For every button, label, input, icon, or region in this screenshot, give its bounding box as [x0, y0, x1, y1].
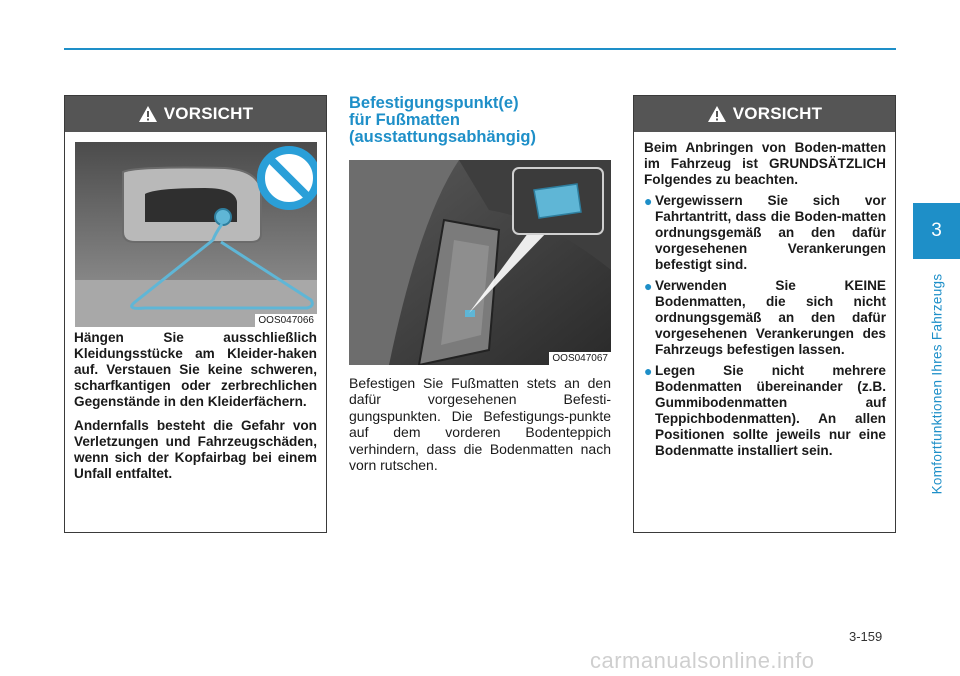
left-caution-paragraph-1: Hängen Sie ausschließlich Kleidungsstücke am Kleider-haken auf. Verstauen Sie keine schweren, scharfkantigen oder zerbrechlichen Gegenstände in den Kleiderfächern. — [74, 330, 317, 409]
chapter-title: Komfortfunktionen Ihres Fahrzeugs — [929, 273, 945, 495]
left-caution-paragraph-2: Andernfalls besteht die Gefahr von Verletzungen und Fahrzeugschäden, wenn sich der Kopfairbag bei einem Unfall entfaltet. — [74, 418, 317, 481]
middle-body-text: Befestigen Sie Fußmatten stets an den dafür vorgesehenen Befesti-gungspunkten. Die Befestigungs-punkte auf dem vorderen Bodenteppich verhindern, dass die Bodenmatten nach vorn rutschen. — [349, 375, 611, 474]
prohibition-icon — [261, 150, 317, 206]
bullet-dot-icon: ● — [644, 278, 653, 294]
bullet-text: Verwenden Sie KEINE Bodenmatten, die sich nicht ordnungsgemäß an den dafür vorgesehenen Verankerungen des Fahrzeugs befestigen lassen. — [655, 278, 886, 357]
heading-line-1: Befestigungspunkt(e) — [349, 94, 519, 112]
floor-mat-illustration — [349, 160, 611, 365]
chapter-tab — [913, 203, 960, 259]
heading-line-3: (ausstattungsabhängig) — [349, 128, 537, 146]
page-number: 3-159 — [849, 629, 883, 644]
hanger-figure — [75, 142, 317, 327]
left-caution-box — [64, 95, 327, 533]
bullet-item — [644, 278, 886, 358]
bullet-dot-icon: ● — [644, 193, 653, 209]
left-caution-text — [74, 330, 317, 490]
right-caution-title: VORSICHT — [732, 104, 823, 123]
top-rule — [64, 48, 896, 50]
watermark: carmanualsonline.info — [590, 648, 815, 673]
right-caution-header — [634, 96, 895, 132]
heading-line-2: für Fußmatten — [349, 111, 460, 129]
right-caution-text — [644, 140, 886, 464]
bullet-item — [644, 193, 886, 273]
chapter-number: 3 — [931, 220, 942, 241]
left-caution-title: VORSICHT — [163, 104, 254, 123]
bullet-text: Vergewissern Sie sich vor Fahrtantritt, dass die Boden-matten ordnungsgemäß an den dafür vorgesehenen Verankerungen befestigt sind. — [655, 193, 886, 272]
floor-mat-anchor-figure — [349, 160, 611, 365]
right-caution-intro: Beim Anbringen von Boden-matten im Fahrzeug ist GRUNDSÄTZLICH Folgendes zu beachten. — [644, 140, 886, 187]
right-caution-bullets — [644, 193, 886, 459]
section-heading — [349, 95, 611, 146]
bullet-item — [644, 363, 886, 459]
right-caution-box — [633, 95, 896, 533]
warning-triangle-icon — [707, 105, 727, 123]
bullet-dot-icon: ● — [644, 363, 653, 379]
left-figure-code: OOS047066 — [255, 314, 317, 327]
left-caution-header — [65, 96, 326, 132]
warning-triangle-icon — [138, 105, 158, 123]
middle-figure-code: OOS047067 — [549, 352, 611, 365]
hanger-illustration — [75, 142, 317, 327]
bullet-text: Legen Sie nicht mehrere Bodenmatten übereinander (z.B. Gummibodenmatten auf Teppichbodenmatten). An allen Positionen sollte jeweils nur eine Bodenmatte installiert sein. — [655, 363, 886, 458]
